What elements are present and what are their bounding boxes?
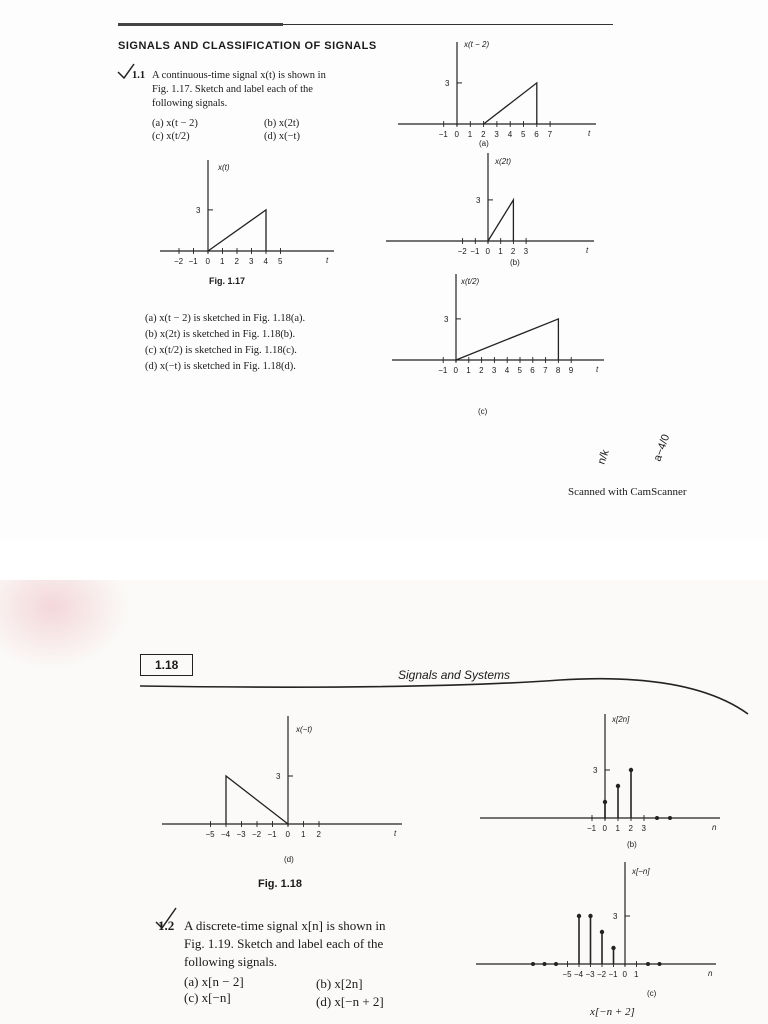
zero-dot (554, 962, 558, 966)
y-tick-label: 3 (445, 78, 450, 88)
x-tick-label: −4 (574, 970, 584, 979)
stem-dot (588, 914, 592, 918)
zero-dot (658, 962, 662, 966)
x-axis-label: t (596, 365, 599, 374)
x-tick-label: 1 (466, 366, 471, 375)
scan-note: Scanned with CamScanner (568, 486, 687, 498)
x-tick-label: 5 (521, 130, 526, 139)
zero-dot (543, 962, 547, 966)
pen-scribble: n/k (595, 448, 612, 467)
y-tick-label: 3 (444, 314, 449, 324)
x-tick-label: 1 (634, 970, 639, 979)
x-axis-label: n (712, 823, 717, 832)
stem-dot (611, 946, 615, 950)
x-tick-label: 2 (479, 366, 484, 375)
y-axis-label: x(t − 2) (464, 40, 490, 49)
x-tick-label: 1 (220, 257, 225, 266)
x-tick-label: 0 (453, 366, 458, 375)
stem-dot (603, 800, 607, 804)
running-title: Signals and Systems (398, 668, 511, 682)
subfigure-label: (b) (627, 840, 637, 849)
x-tick-label: 3 (249, 257, 254, 266)
y-tick-label: 3 (276, 772, 281, 781)
subfigure-label: (a) (479, 139, 489, 148)
problem-part-a: (a) x(t − 2) (152, 118, 198, 129)
x-tick-label: −1 (188, 257, 198, 266)
y-axis-label: x(t/2) (461, 277, 480, 286)
problem-line-2: Fig. 1.17. Sketch and label each of the (152, 84, 313, 95)
x-tick-label: 0 (205, 257, 210, 266)
signal-line (208, 210, 266, 251)
subfigure-label: (c) (647, 989, 657, 998)
x-tick-label: −1 (438, 130, 448, 139)
problem-part-b: (b) x(2t) (264, 118, 300, 129)
problem2-part-c: (c) x[−n] (184, 990, 231, 1005)
x-tick-label: 1 (615, 824, 620, 833)
stem-dot (616, 784, 620, 788)
solution-line-c: (c) x(t/2) is sketched in Fig. 1.18(c). (145, 345, 297, 356)
zero-dot (655, 816, 659, 820)
y-tick-label: 3 (613, 912, 618, 921)
figure-caption: Fig. 1.17 (209, 276, 246, 286)
problem-part-c: (c) x(t/2) (152, 131, 190, 142)
x-tick-label: 6 (534, 130, 539, 139)
x-tick-label: 5 (517, 366, 522, 375)
x-tick-label: 1 (301, 830, 306, 839)
x-tick-label: −5 (205, 830, 215, 839)
stem-dot (629, 768, 633, 772)
x-tick-label: 9 (568, 366, 574, 375)
problem2-line-3: following signals. (184, 954, 278, 969)
x-tick-label: 3 (491, 366, 497, 375)
problem2-line-1: A discrete-time signal x[n] is shown in (184, 918, 386, 933)
y-axis-label: x[−n] (632, 867, 650, 876)
x-tick-label: 7 (543, 366, 548, 375)
next-figure-label: x[−n + 2] (590, 1006, 635, 1018)
x-tick-label: 3 (523, 247, 529, 256)
x-tick-label: 0 (602, 824, 607, 833)
x-tick-label: −1 (438, 366, 448, 375)
zero-dot (668, 816, 672, 820)
y-axis-label: x(−t) (296, 725, 313, 734)
x-axis-label: t (326, 256, 329, 265)
x-tick-label: −3 (585, 970, 595, 979)
x-tick-label: −2 (174, 257, 184, 266)
x-tick-label: −1 (608, 970, 618, 979)
subfigure-label: (d) (284, 855, 294, 864)
x-axis-label: t (394, 829, 397, 838)
x-tick-label: 4 (504, 366, 510, 375)
x-tick-label: 6 (530, 366, 535, 375)
y-tick-label: 3 (196, 205, 201, 215)
x-tick-label: 8 (555, 366, 561, 375)
problem-line-3: following signals. (152, 98, 228, 109)
x-tick-label: 3 (494, 130, 499, 139)
x-tick-label: −1 (470, 247, 480, 256)
x-tick-label: −4 (221, 830, 231, 839)
figure-caption: Fig. 1.18 (258, 878, 303, 890)
x-tick-label: −5 (562, 970, 572, 979)
x-tick-label: 0 (485, 247, 490, 256)
x-tick-label: −1 (587, 824, 597, 833)
x-tick-label: 5 (278, 257, 283, 266)
zero-dot (646, 962, 650, 966)
solution-line-b: (b) x(2t) is sketched in Fig. 1.18(b). (145, 329, 296, 340)
x-tick-label: −2 (252, 830, 262, 839)
pen-scribble-2: a−4/0 (651, 432, 673, 464)
x-tick-label: 7 (547, 130, 553, 139)
y-axis-label: x[2n] (612, 715, 630, 724)
x-axis-label: t (586, 246, 589, 255)
x-tick-label: 2 (628, 824, 633, 833)
zero-dot (531, 962, 535, 966)
problem2-part-b: (b) x[2n] (316, 976, 363, 991)
problem-number: 1.1 (132, 70, 146, 81)
problem-part-d: (d) x(−t) (264, 131, 300, 142)
x-tick-label: 2 (510, 247, 516, 256)
x-tick-label: 0 (622, 970, 627, 979)
stem-dot (600, 930, 604, 934)
section-heading: SIGNALS AND CLASSIFICATION OF SIGNALS (118, 40, 377, 52)
y-tick-label: 3 (593, 766, 598, 775)
x-tick-label: 1 (467, 130, 473, 139)
x-tick-label: 4 (263, 257, 268, 266)
x-axis-label: n (708, 969, 713, 978)
solution-line-a: (a) x(t − 2) is sketched in Fig. 1.18(a). (145, 313, 306, 324)
signal-line (456, 319, 558, 360)
x-tick-label: −2 (597, 970, 607, 979)
x-tick-label: 3 (641, 824, 646, 833)
y-axis-label: x(2t) (495, 157, 511, 166)
y-tick-label: 3 (476, 195, 481, 205)
x-tick-label: 0 (454, 130, 459, 139)
subfigure-label: (b) (510, 258, 520, 267)
page-number-box: 1.18 (140, 654, 193, 676)
problem2-part-a: (a) x[n − 2] (184, 974, 244, 989)
problem2-part-d: (d) x[−n + 2] (316, 994, 384, 1009)
subfigure-label: (c) (478, 407, 488, 416)
problem2-number: 1.2 (158, 918, 175, 933)
x-tick-label: 1 (498, 247, 503, 256)
signal-line (488, 200, 513, 241)
stem-dot (577, 914, 581, 918)
x-tick-label: 2 (481, 130, 486, 139)
x-tick-label: −1 (267, 830, 277, 839)
problem2-line-2: Fig. 1.19. Sketch and label each of the (184, 936, 384, 951)
signal-line (226, 776, 288, 824)
x-tick-label: −3 (236, 830, 246, 839)
x-tick-label: 2 (316, 830, 321, 839)
x-tick-label: 2 (234, 257, 239, 266)
x-tick-label: −2 (457, 247, 467, 256)
signal-line (484, 83, 537, 124)
x-tick-label: 4 (507, 130, 513, 139)
solution-line-d: (d) x(−t) is sketched in Fig. 1.18(d). (145, 361, 296, 372)
x-axis-label: t (588, 129, 591, 138)
problem-line-1: A continuous-time signal x(t) is shown in (152, 70, 326, 81)
x-tick-label: 0 (285, 830, 290, 839)
y-axis-label: x(t) (218, 163, 230, 172)
